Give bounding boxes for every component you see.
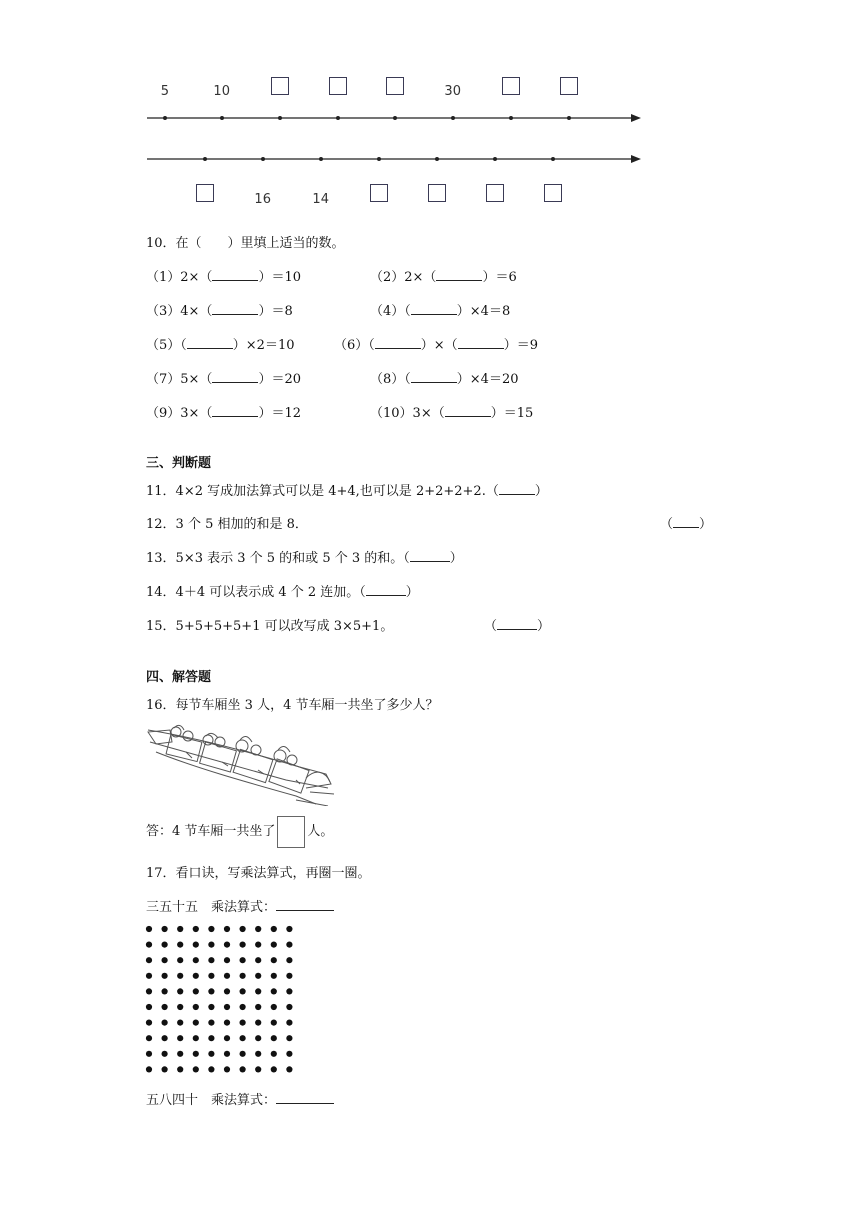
grid-dot xyxy=(162,942,168,948)
grid-dot xyxy=(193,926,199,932)
top-tick xyxy=(278,116,282,120)
grid-dot xyxy=(208,988,214,994)
grid-dot xyxy=(224,1004,230,1010)
grid-dot xyxy=(177,957,183,963)
q17-line1-answer-blank[interactable] xyxy=(276,898,334,911)
q17-text: 17．看口诀，写乘法算式，再圈一圈。 xyxy=(146,866,371,881)
q10-answer-blank[interactable] xyxy=(212,302,258,315)
grid-dot xyxy=(162,1004,168,1010)
top-answer-box[interactable] xyxy=(329,77,347,95)
top-answer-box[interactable] xyxy=(502,77,520,95)
grid-dot xyxy=(271,942,277,948)
grid-dot xyxy=(271,1035,277,1041)
q14-answer-blank[interactable] xyxy=(366,583,406,596)
q10-item: （4）（ ）×4＝8 xyxy=(370,304,511,319)
grid-dot xyxy=(224,1020,230,1026)
grid-dot xyxy=(193,1004,199,1010)
grid-dot xyxy=(224,1066,230,1072)
q10-answer-blank[interactable] xyxy=(458,336,504,349)
section4-heading: 四、解答题 xyxy=(146,670,212,685)
q13: 13．5×3 表示 3 个 5 的和或 5 个 3 的和。（ ） xyxy=(146,551,463,566)
grid-dot xyxy=(240,1051,246,1057)
q12 xyxy=(146,513,308,532)
grid-dot xyxy=(224,957,230,963)
q15 xyxy=(146,615,393,634)
q10-answer-blank[interactable] xyxy=(187,336,233,349)
bottom-tick xyxy=(435,157,439,161)
top-answer-box[interactable] xyxy=(386,77,404,95)
grid-dot xyxy=(208,957,214,963)
q10-item: （9）3×（ ）＝12 xyxy=(146,406,301,421)
q10-answer-blank[interactable] xyxy=(411,302,457,315)
grid-dot xyxy=(162,1051,168,1057)
grid-dot xyxy=(208,1004,214,1010)
q10-item: （2）2×（ ）＝6 xyxy=(370,270,517,285)
grid-dot xyxy=(177,926,183,932)
grid-dot xyxy=(271,957,277,963)
grid-dot xyxy=(286,1035,292,1041)
q10-answer-blank[interactable] xyxy=(212,370,258,383)
grid-dot xyxy=(193,942,199,948)
grid-dot xyxy=(286,1004,292,1010)
grid-dot xyxy=(146,957,152,963)
grid-dot xyxy=(240,1066,246,1072)
grid-dot xyxy=(286,957,292,963)
grid-dot xyxy=(224,973,230,979)
grid-dot xyxy=(240,942,246,948)
grid-dot xyxy=(224,988,230,994)
q10-answer-blank[interactable] xyxy=(212,404,258,417)
q16-answer-box[interactable] xyxy=(277,816,305,848)
grid-dot xyxy=(146,1051,152,1057)
grid-dot xyxy=(193,1066,199,1072)
top-tick xyxy=(451,116,455,120)
grid-dot xyxy=(240,1020,246,1026)
grid-dot xyxy=(240,988,246,994)
q12-text: 12．3 个 5 相加的和是 8． xyxy=(146,517,308,532)
grid-dot xyxy=(255,1066,261,1072)
grid-dot xyxy=(286,942,292,948)
bottom-answer-box[interactable] xyxy=(370,184,388,202)
top-tick xyxy=(163,116,167,120)
bottom-answer-box[interactable] xyxy=(486,184,504,202)
grid-dot xyxy=(208,1066,214,1072)
grid-dot xyxy=(271,973,277,979)
q10-item: （10）3×（ ）＝15 xyxy=(370,406,534,421)
grid-dot xyxy=(271,1020,277,1026)
top-answer-box[interactable] xyxy=(560,77,578,95)
number-lines xyxy=(0,0,860,215)
q10-item: （8）（ ）×4＝20 xyxy=(370,372,519,387)
grid-dot xyxy=(162,926,168,932)
q13-answer-blank[interactable] xyxy=(410,549,450,562)
q12-answer: （ ） xyxy=(660,517,713,532)
grid-dot xyxy=(177,988,183,994)
grid-dot xyxy=(255,1004,261,1010)
grid-dot xyxy=(286,1066,292,1072)
grid-dot xyxy=(146,973,152,979)
top-tick xyxy=(567,116,571,120)
grid-dot xyxy=(286,988,292,994)
grid-dot xyxy=(255,973,261,979)
q12-answer-blank[interactable] xyxy=(673,515,699,528)
top-tick xyxy=(393,116,397,120)
grid-dot xyxy=(162,957,168,963)
grid-dot xyxy=(162,988,168,994)
bottom-tick xyxy=(551,157,555,161)
grid-dot xyxy=(146,1066,152,1072)
q10-item: （6）（ ）×（ ）＝9 xyxy=(334,338,538,353)
grid-dot xyxy=(193,1051,199,1057)
dot-grid xyxy=(144,923,294,1075)
grid-dot xyxy=(146,1004,152,1010)
grid-dot xyxy=(286,1020,292,1026)
grid-dot xyxy=(146,988,152,994)
bottom-answer-box[interactable] xyxy=(196,184,214,202)
grid-dot xyxy=(255,1035,261,1041)
grid-dot xyxy=(193,1035,199,1041)
grid-dot xyxy=(224,926,230,932)
grid-dot xyxy=(177,973,183,979)
grid-dot xyxy=(286,1051,292,1057)
q14-text: 14．4＋4 可以表示成 4 个 2 连加。（ xyxy=(146,585,366,600)
q17-line2-answer-blank[interactable] xyxy=(276,1091,334,1104)
q11-answer-blank[interactable] xyxy=(499,482,535,495)
grid-dot xyxy=(271,1051,277,1057)
bottom-tick xyxy=(261,157,265,161)
grid-dot xyxy=(177,1066,183,1072)
grid-dot xyxy=(193,973,199,979)
bottom-number-label: 16 xyxy=(254,192,271,207)
bottom-tick xyxy=(203,157,207,161)
grid-dot xyxy=(286,973,292,979)
grid-dot xyxy=(255,942,261,948)
q16-answer: 答：4 节车厢一共坐了 人。 xyxy=(146,815,333,849)
top-tick xyxy=(509,116,513,120)
grid-dot xyxy=(177,942,183,948)
grid-dot xyxy=(146,1020,152,1026)
grid-dot xyxy=(286,926,292,932)
q15-answer-blank[interactable] xyxy=(497,617,537,630)
grid-dot xyxy=(208,973,214,979)
top-tick xyxy=(220,116,224,120)
grid-dot xyxy=(224,942,230,948)
grid-dot xyxy=(177,1035,183,1041)
grid-dot xyxy=(271,1066,277,1072)
grid-dot xyxy=(162,973,168,979)
grid-dot xyxy=(255,1051,261,1057)
grid-dot xyxy=(240,926,246,932)
q13-text: 13．5×3 表示 3 个 5 的和或 5 个 3 的和。（ xyxy=(146,551,410,566)
bottom-answer-box[interactable] xyxy=(428,184,446,202)
grid-dot xyxy=(240,973,246,979)
grid-dot xyxy=(255,926,261,932)
grid-dot xyxy=(146,926,152,932)
q10-title: 10．在（ ）里填上适当的数。 xyxy=(146,236,345,251)
grid-dot xyxy=(162,1020,168,1026)
train-illustration xyxy=(146,722,336,806)
top-answer-box[interactable] xyxy=(271,77,289,95)
grid-dot xyxy=(177,1051,183,1057)
bottom-tick xyxy=(377,157,381,161)
grid-dot xyxy=(208,942,214,948)
q10-answer-blank[interactable] xyxy=(436,268,482,281)
q11: 11．4×2 写成加法算式可以是 4+4,也可以是 2+2+2+2.（ ） xyxy=(146,484,548,499)
top-number-label: 10 xyxy=(213,84,230,99)
top-number-label: 30 xyxy=(444,84,461,99)
q15-text: 15．5+5+5+5+1 可以改写成 3×5+1。 xyxy=(146,619,394,634)
grid-dot xyxy=(193,988,199,994)
grid-dot xyxy=(193,957,199,963)
bottom-answer-box[interactable] xyxy=(544,184,562,202)
grid-dot xyxy=(224,1035,230,1041)
q10-answer-blank[interactable] xyxy=(445,404,491,417)
grid-dot xyxy=(193,1020,199,1026)
grid-dot xyxy=(208,1020,214,1026)
grid-dot xyxy=(208,1035,214,1041)
grid-dot xyxy=(208,926,214,932)
q10-item: （5）（ ）×2＝10 xyxy=(146,338,295,353)
q16-text: 16．每节车厢坐 3 人，4 节车厢一共坐了多少人？ xyxy=(146,698,439,713)
bottom-tick xyxy=(493,157,497,161)
bottom-number-label: 14 xyxy=(312,192,329,207)
grid-dot xyxy=(240,1004,246,1010)
grid-dot xyxy=(208,1051,214,1057)
grid-dot xyxy=(271,1004,277,1010)
q14: 14．4＋4 可以表示成 4 个 2 连加。（ ） xyxy=(146,585,419,600)
q17-line1: 三五十五 乘法算式： xyxy=(146,896,334,915)
number-line-bottom xyxy=(147,155,641,163)
grid-dot xyxy=(146,1035,152,1041)
grid-dot xyxy=(271,926,277,932)
grid-dot xyxy=(177,1020,183,1026)
q10-item: （3）4×（ ）＝8 xyxy=(146,304,293,319)
q10-item: （1）2×（ ）＝10 xyxy=(146,270,301,285)
q15-answer: （ ） xyxy=(484,619,551,634)
top-number-label: 5 xyxy=(160,84,169,99)
q10-answer-blank[interactable] xyxy=(375,336,421,349)
q11-text: 11．4×2 写成加法算式可以是 4+4,也可以是 2+2+2+2.（ xyxy=(146,484,499,499)
bottom-tick xyxy=(319,157,323,161)
grid-dot xyxy=(255,1020,261,1026)
grid-dot xyxy=(240,957,246,963)
number-line-top xyxy=(147,114,641,122)
grid-dot xyxy=(224,1051,230,1057)
grid-dot xyxy=(240,1035,246,1041)
grid-dot xyxy=(177,1004,183,1010)
q10-item: （7）5×（ ）＝20 xyxy=(146,372,301,387)
q10-answer-blank[interactable] xyxy=(411,370,457,383)
grid-dot xyxy=(162,1066,168,1072)
section3-heading: 三、判断题 xyxy=(146,456,212,471)
q10-answer-blank[interactable] xyxy=(212,268,258,281)
grid-dot xyxy=(255,988,261,994)
grid-dot xyxy=(271,988,277,994)
grid-dot xyxy=(146,942,152,948)
grid-dot xyxy=(255,957,261,963)
q17-line2: 五八四十 乘法算式： xyxy=(146,1089,334,1108)
grid-dot xyxy=(162,1035,168,1041)
top-tick xyxy=(336,116,340,120)
